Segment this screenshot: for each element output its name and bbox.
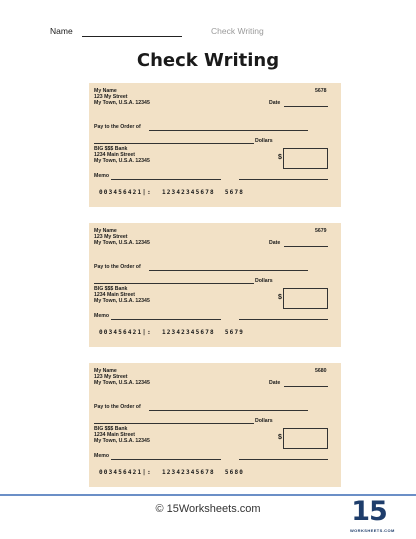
memo-line[interactable] (111, 459, 221, 460)
bank-city: My Town, U.S.A. 12345 (94, 298, 150, 304)
memo-line[interactable] (111, 179, 221, 180)
memo-label: Memo (94, 173, 109, 179)
date-label: Date (269, 240, 281, 246)
logo-number: 15 (351, 496, 387, 527)
payer-city: My Town, U.S.A. 12345 (94, 240, 150, 246)
micr-check-number: 5680 (224, 469, 245, 476)
dollars-label: Dollars (255, 138, 273, 144)
payee-line[interactable] (149, 130, 308, 131)
amount-words-line[interactable] (94, 283, 254, 284)
dollar-sign: $ (278, 434, 282, 441)
check-number: 5680 (315, 368, 327, 374)
check-2 (89, 223, 341, 347)
signature-line[interactable] (239, 459, 328, 460)
date-line[interactable] (284, 106, 328, 107)
amount-words-line[interactable] (94, 143, 254, 144)
routing-number: 003456421|: (99, 329, 152, 336)
footer-copyright: © 15Worksheets.com (155, 503, 261, 515)
micr-line (99, 329, 244, 336)
account-number: 12342345678 (161, 189, 215, 196)
dollar-sign: $ (278, 154, 282, 161)
payer-name: My Name (94, 228, 117, 234)
pay-to-label: Pay to the Order of (94, 404, 141, 410)
micr-check-number: 5679 (224, 329, 245, 336)
name-line (82, 36, 182, 37)
bank-city: My Town, U.S.A. 12345 (94, 158, 150, 164)
payer-name: My Name (94, 368, 117, 374)
bank-street: 1234 Main Street (94, 292, 135, 298)
amount-box[interactable] (283, 288, 328, 309)
micr-check-number: 5678 (224, 189, 245, 196)
payer-city: My Town, U.S.A. 12345 (94, 100, 150, 106)
check-number: 5678 (315, 88, 327, 94)
payee-line[interactable] (149, 410, 308, 411)
header-subtitle: Check Writing (211, 26, 264, 36)
payer-street: 123 My Street (94, 234, 128, 240)
bank-name: BIG $$$ Bank (94, 146, 128, 152)
bank-street: 1234 Main Street (94, 152, 135, 158)
payer-street: 123 My Street (94, 94, 128, 100)
routing-number: 003456421|: (99, 189, 152, 196)
memo-label: Memo (94, 453, 109, 459)
micr-line (99, 469, 244, 476)
date-label: Date (269, 380, 281, 386)
signature-line[interactable] (239, 179, 328, 180)
memo-label: Memo (94, 313, 109, 319)
bank-city: My Town, U.S.A. 12345 (94, 438, 150, 444)
account-number: 12342345678 (161, 329, 215, 336)
payee-line[interactable] (149, 270, 308, 271)
date-line[interactable] (284, 246, 328, 247)
payer-city: My Town, U.S.A. 12345 (94, 380, 150, 386)
bank-name: BIG $$$ Bank (94, 286, 128, 292)
check-1 (89, 83, 341, 207)
worksheets-logo (350, 496, 395, 537)
account-number: 12342345678 (161, 469, 215, 476)
payer-name: My Name (94, 88, 117, 94)
payer-street: 123 My Street (94, 374, 128, 380)
dollars-label: Dollars (255, 278, 273, 284)
micr-line (99, 189, 244, 196)
amount-box[interactable] (283, 428, 328, 449)
logo-word: WORKSHEETS.COM (350, 528, 395, 533)
date-label: Date (269, 100, 281, 106)
signature-line[interactable] (239, 319, 328, 320)
date-line[interactable] (284, 386, 328, 387)
routing-number: 003456421|: (99, 469, 152, 476)
bank-name: BIG $$$ Bank (94, 426, 128, 432)
pay-to-label: Pay to the Order of (94, 124, 141, 130)
amount-words-line[interactable] (94, 423, 254, 424)
dollars-label: Dollars (255, 418, 273, 424)
bank-street: 1234 Main Street (94, 432, 135, 438)
amount-box[interactable] (283, 148, 328, 169)
memo-line[interactable] (111, 319, 221, 320)
dollar-sign: $ (278, 294, 282, 301)
page-title: Check Writing (136, 50, 280, 71)
name-label: Name (50, 26, 73, 36)
check-3 (89, 363, 341, 487)
check-number: 5679 (315, 228, 327, 234)
pay-to-label: Pay to the Order of (94, 264, 141, 270)
